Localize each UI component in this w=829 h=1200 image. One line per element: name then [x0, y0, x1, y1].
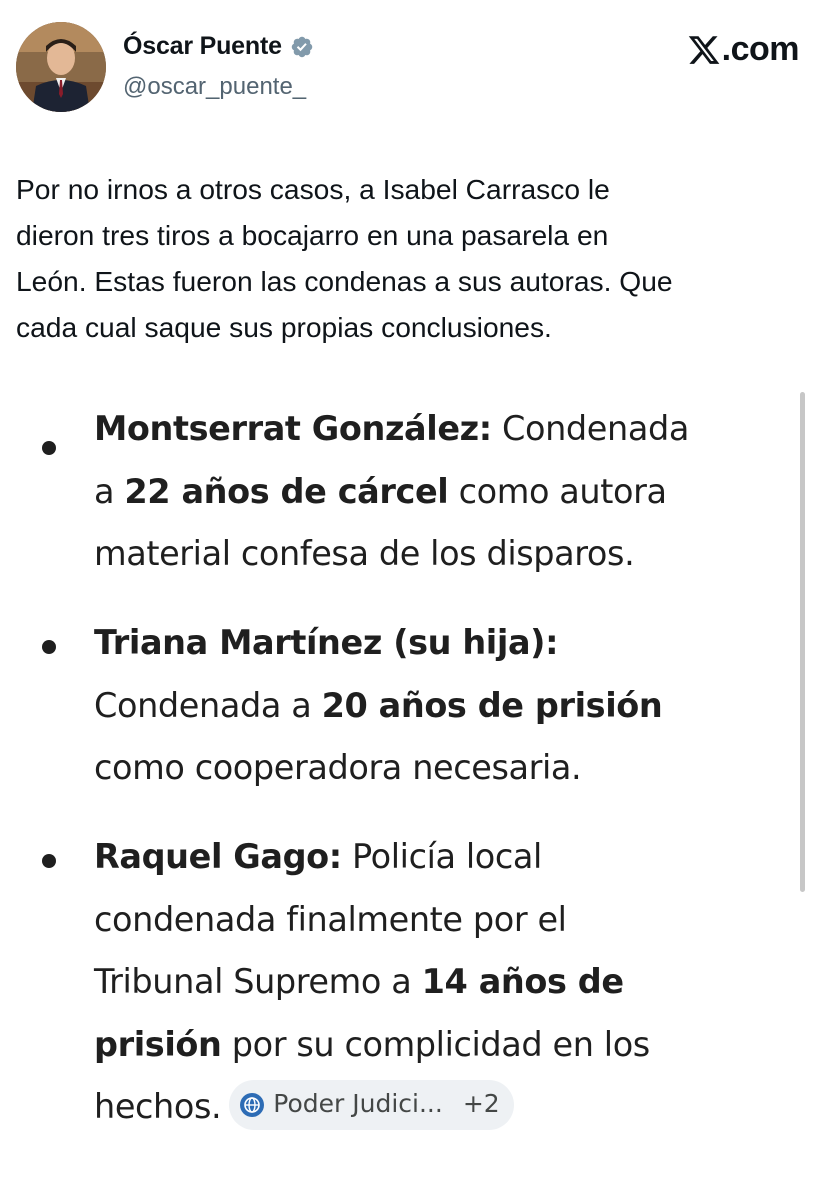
author-handle[interactable]: @oscar_puente_	[123, 73, 307, 100]
list-item-text	[94, 826, 784, 1139]
author-display-name[interactable]: Óscar Puente	[123, 32, 282, 60]
text-run: condenada finalmente por el	[94, 899, 567, 939]
avatar-photo	[16, 22, 106, 112]
bullet-icon	[42, 441, 56, 455]
text-run: material confesa de los disparos.	[94, 534, 635, 573]
post-text	[16, 166, 811, 350]
post-text-line: cada cual saque sus propias conclusiones.	[16, 311, 552, 343]
text-run: Condenada a	[94, 685, 322, 725]
text-run: Policía local	[341, 837, 542, 876]
list-item-text	[94, 612, 784, 800]
post-text-line: León. Estas fueron las condenas a sus autoras. Que	[16, 265, 673, 297]
bullet-icon	[42, 640, 56, 654]
post-text-line: dieron tres tiros a bocajarro en una pasarela en	[16, 219, 609, 251]
globe-icon	[239, 1092, 265, 1118]
text-run: a	[94, 471, 125, 511]
scrollbar[interactable]	[800, 392, 805, 892]
source-chip[interactable]	[229, 1080, 513, 1130]
post-header	[0, 0, 829, 130]
attached-image[interactable]	[0, 380, 829, 1180]
list-line	[94, 951, 784, 1014]
text-run: hechos.	[94, 1087, 222, 1126]
list-line	[94, 461, 784, 524]
text-run: Raquel Gago:	[94, 837, 342, 876]
text-run: como cooperadora necesaria.	[94, 748, 582, 787]
text-run: 22 años de cárcel	[124, 471, 449, 511]
list-line	[94, 737, 784, 800]
x-brand-watermark	[687, 30, 799, 69]
source-chip-count: +2	[462, 1089, 500, 1119]
text-run: 20 años de prisión	[321, 685, 663, 725]
author-name-row[interactable]	[123, 32, 314, 61]
text-run: Tribunal Supremo a	[94, 962, 422, 1001]
text-run: como autora	[448, 471, 667, 511]
list-line	[94, 1076, 784, 1139]
list-item-text	[94, 398, 784, 586]
text-run: Montserrat González:	[94, 409, 492, 448]
text-run: prisión	[94, 1024, 222, 1064]
list-line	[94, 1014, 784, 1077]
source-chip-label: Poder Judici...	[273, 1089, 443, 1119]
brand-text: .com	[721, 30, 799, 68]
list-line	[94, 826, 784, 889]
text-run: Condenada	[491, 409, 689, 448]
avatar[interactable]	[16, 22, 106, 112]
list-line	[94, 612, 784, 675]
list-line	[94, 889, 784, 952]
list-line	[94, 398, 784, 461]
bullet-icon	[42, 854, 56, 868]
verified-badge-icon	[290, 35, 314, 59]
text-run: Triana Martínez (su hija):	[94, 623, 559, 662]
post-text-line: Por no irnos a otros casos, a Isabel Carrasco le	[16, 173, 610, 205]
list-line	[94, 523, 784, 586]
text-run: 14 años de	[421, 962, 624, 1001]
text-run: por su complicidad en los	[221, 1024, 650, 1064]
list-line	[94, 675, 784, 738]
x-logo-icon	[687, 33, 721, 67]
